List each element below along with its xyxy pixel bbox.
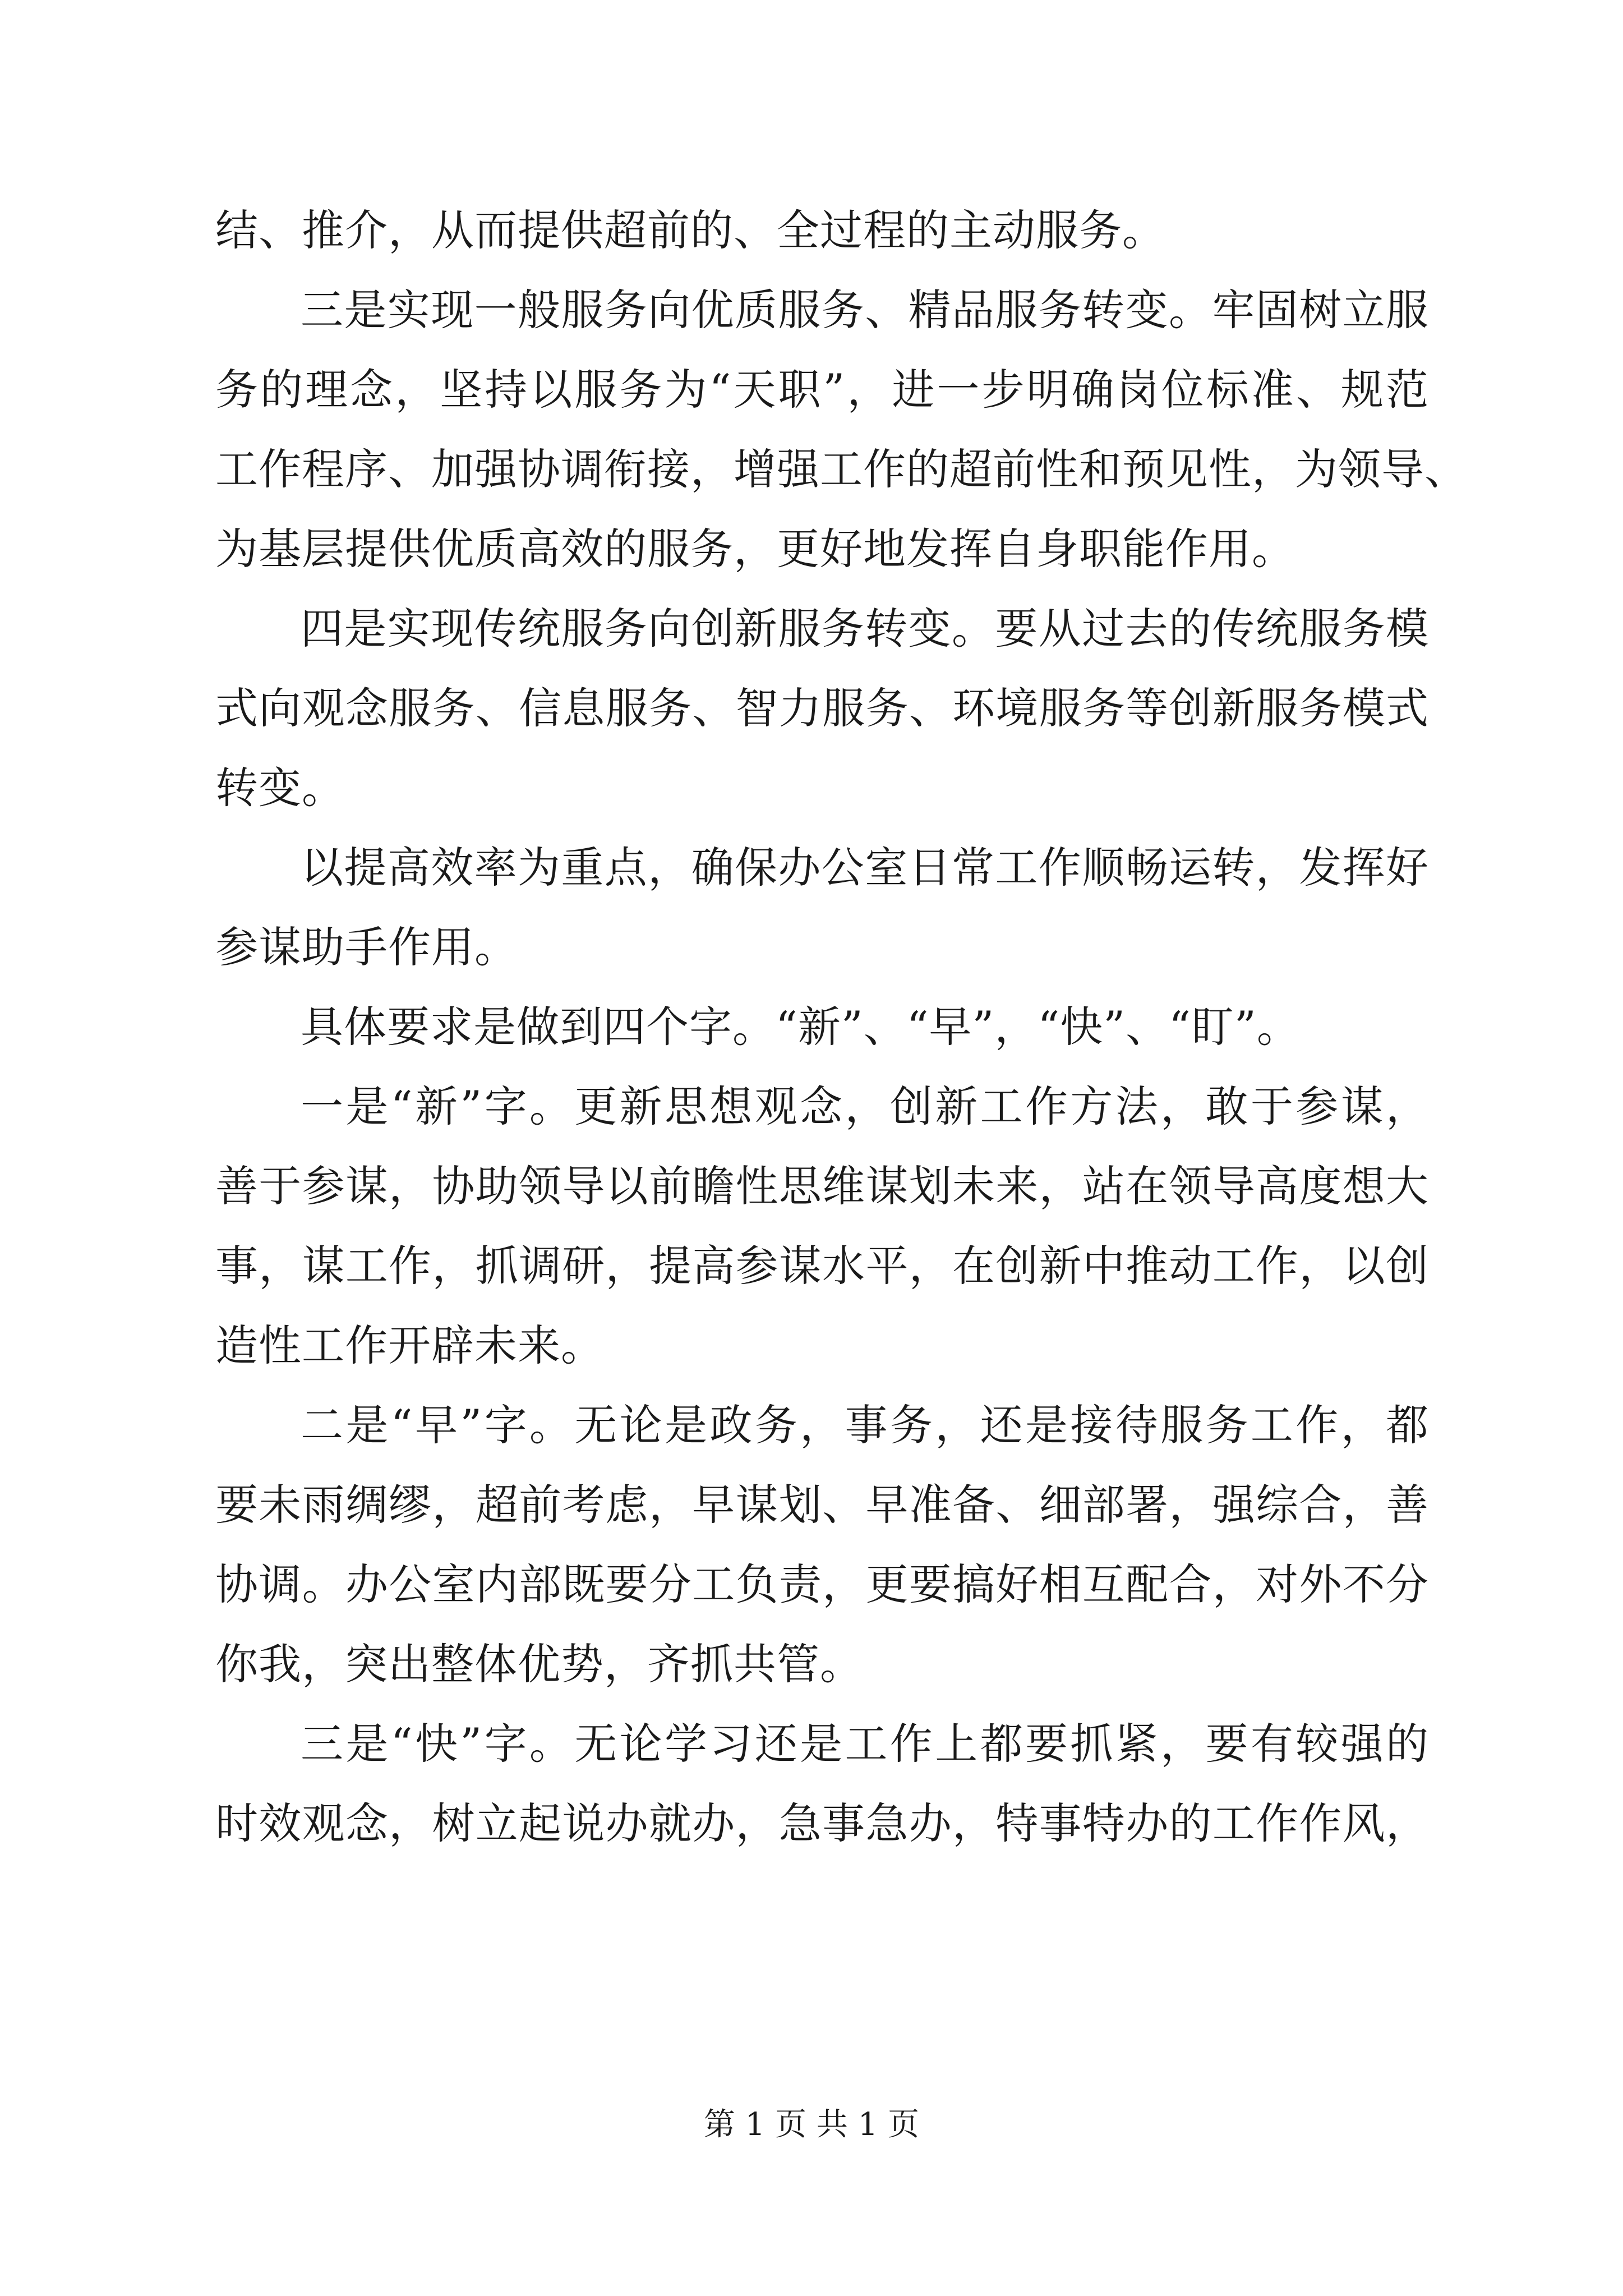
text-line-11: 具体要求是做到四个字。“新”、“早”，“快”、“盯”。	[301, 1002, 1300, 1052]
text-line-7: 式向观念服务、信息服务、智力服务、环境服务等创新服务模式	[215, 683, 1429, 733]
text-line-18: 协调。办公室内部既要分工负责，更要搞好相互配合，对外不分	[215, 1559, 1429, 1609]
text-line-14: 事，谋工作，抓调研，提高参谋水平，在创新中推动工作，以创	[215, 1241, 1429, 1291]
text-line-8: 转变。	[215, 763, 345, 813]
text-line-3: 务的理念，坚持以服务为“天职”，进一步明确岗位标准、规范	[215, 365, 1429, 415]
text-line-13: 善于参谋，协助领导以前瞻性思维谋划未来，站在领导高度想大	[215, 1161, 1429, 1211]
text-line-16: 二是“早”字。无论是政务，事务，还是接待服务工作，都	[301, 1400, 1429, 1450]
text-line-10: 参谋助手作用。	[215, 922, 518, 972]
text-line-20: 三是“快”字。无论学习还是工作上都要抓紧，要有较强的	[301, 1719, 1429, 1769]
text-line-2: 三是实现一般服务向优质服务、精品服务转变。牢固树立服	[301, 285, 1429, 335]
text-line-9: 以提高效率为重点，确保办公室日常工作顺畅运转，发挥好	[301, 843, 1429, 892]
text-line-1: 结、推介，从而提供超前的、全过程的主动服务。	[215, 205, 1165, 255]
text-line-19: 你我，突出整体优势，齐抓共管。	[215, 1639, 863, 1689]
text-line-6: 四是实现传统服务向创新服务转变。要从过去的传统服务模	[301, 604, 1429, 654]
text-line-5: 为基层提供优质高效的服务，更好地发挥自身职能作用。	[215, 524, 1295, 574]
text-line-15: 造性工作开辟未来。	[215, 1320, 604, 1370]
text-line-17: 要未雨绸缪，超前考虑，早谋划、早准备、细部署，强综合，善	[215, 1480, 1429, 1530]
document-body	[215, 191, 1468, 1864]
page-footer: 第 1 页 共 1 页	[703, 2106, 920, 2143]
text-line-4: 工作程序、加强协调衔接，增强工作的超前性和预见性，为领导、	[215, 444, 1468, 494]
text-line-12: 一是“新”字。更新思想观念，创新工作方法，敢于参谋，	[301, 1082, 1429, 1131]
text-line-21: 时效观念，树立起说办就办，急事急办，特事特办的工作作风，	[215, 1798, 1429, 1848]
